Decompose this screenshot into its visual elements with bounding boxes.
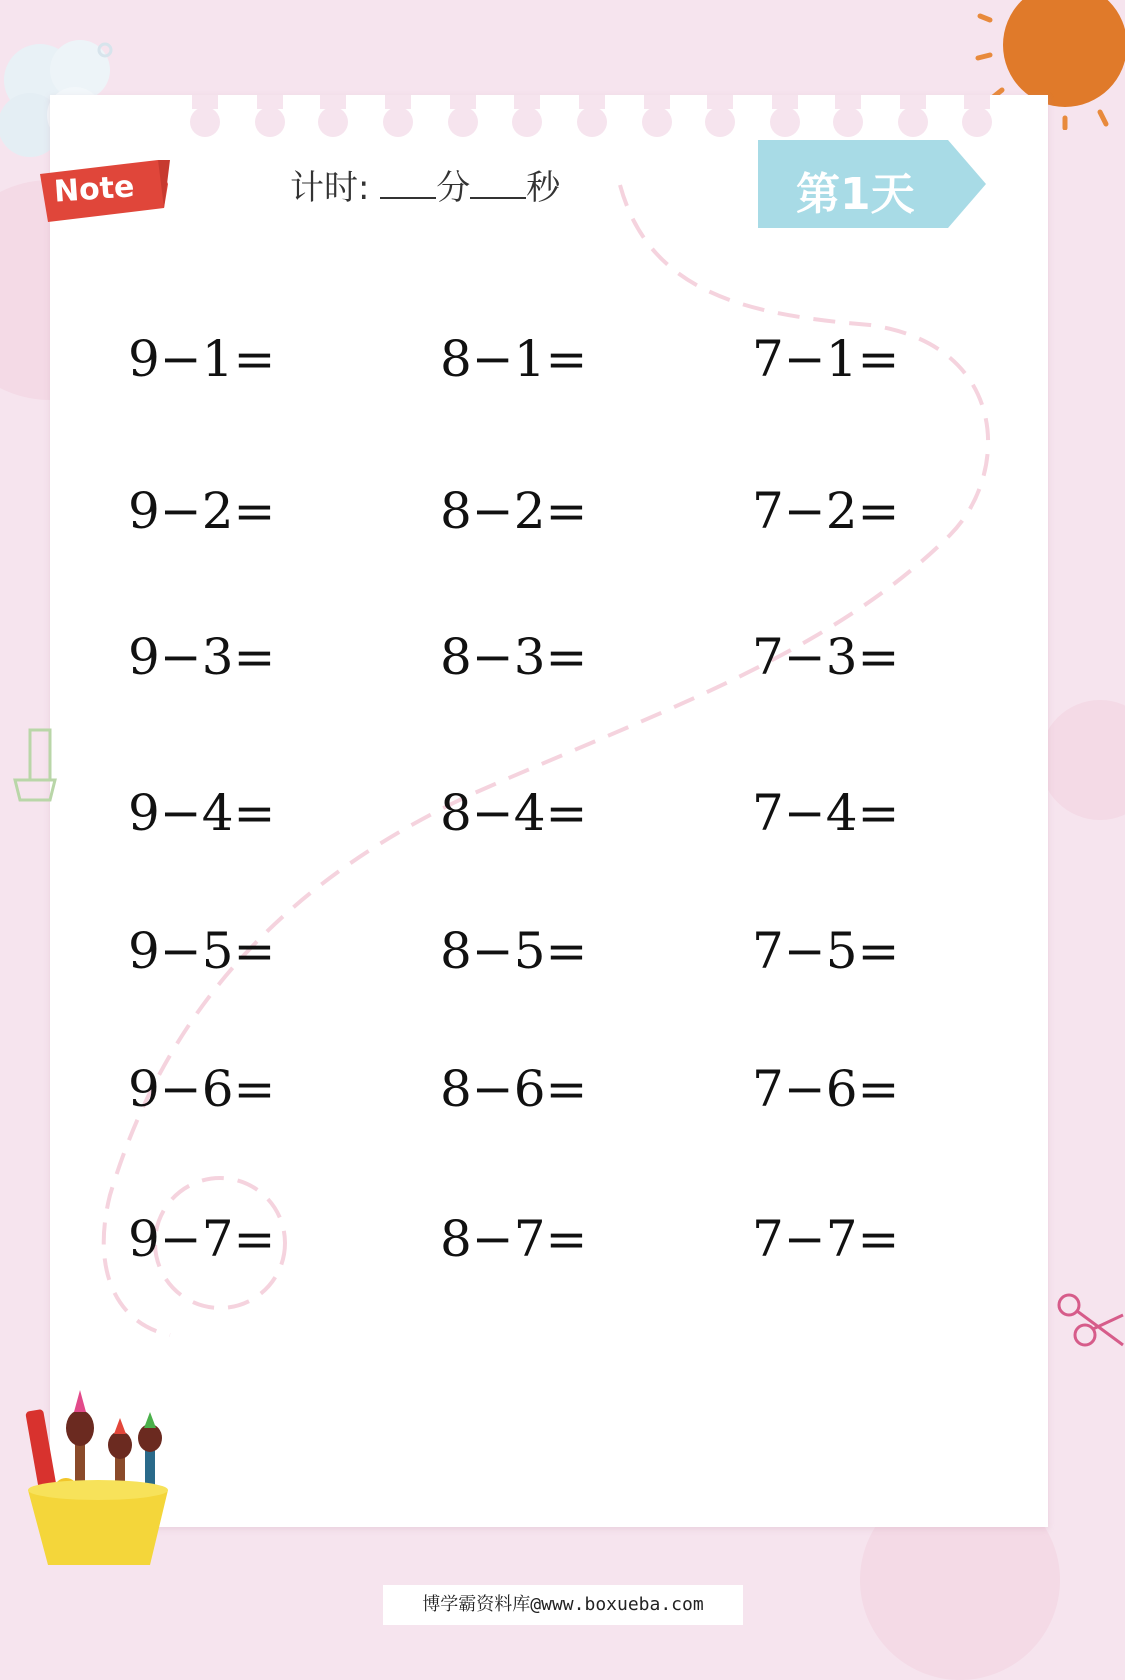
- problem: 9−7=: [128, 1210, 276, 1268]
- scissors-icon: [1055, 1285, 1125, 1375]
- problem: 8−6=: [440, 1060, 588, 1118]
- glue-stick-icon: [10, 720, 60, 810]
- minutes-blank[interactable]: [380, 171, 436, 199]
- problem: 7−1=: [752, 330, 900, 388]
- problem: 7−6=: [752, 1060, 900, 1118]
- problem: 8−2=: [440, 482, 588, 540]
- minute-label: 分: [436, 168, 471, 208]
- seconds-blank[interactable]: [470, 171, 526, 199]
- problem: 9−3=: [128, 628, 276, 686]
- problem: 7−4=: [752, 784, 900, 842]
- problem: 8−4=: [440, 784, 588, 842]
- problem: 7−7=: [752, 1210, 900, 1268]
- timer-label: 计时:: [290, 168, 370, 208]
- paint-brush-cup-icon: [20, 1390, 180, 1570]
- problem: 9−5=: [128, 922, 276, 980]
- problem: 9−2=: [128, 482, 276, 540]
- timer-line: [290, 160, 560, 209]
- problem: 8−7=: [440, 1210, 588, 1268]
- problem: 7−5=: [752, 922, 900, 980]
- problem: 8−1=: [440, 330, 588, 388]
- problem: 9−6=: [128, 1060, 276, 1118]
- footer-watermark: 博学霸资料库@www.boxueba.com: [383, 1585, 743, 1625]
- problem: 8−3=: [440, 628, 588, 686]
- problem: 7−3=: [752, 628, 900, 686]
- note-label: Note: [52, 169, 136, 210]
- background-circle: [1040, 700, 1125, 820]
- problem: 8−5=: [440, 922, 588, 980]
- second-label: 秒: [526, 168, 561, 208]
- problem: 9−4=: [128, 784, 276, 842]
- day-label: 第1天: [796, 169, 915, 220]
- problem: 9−1=: [128, 330, 276, 388]
- problem: 7−2=: [752, 482, 900, 540]
